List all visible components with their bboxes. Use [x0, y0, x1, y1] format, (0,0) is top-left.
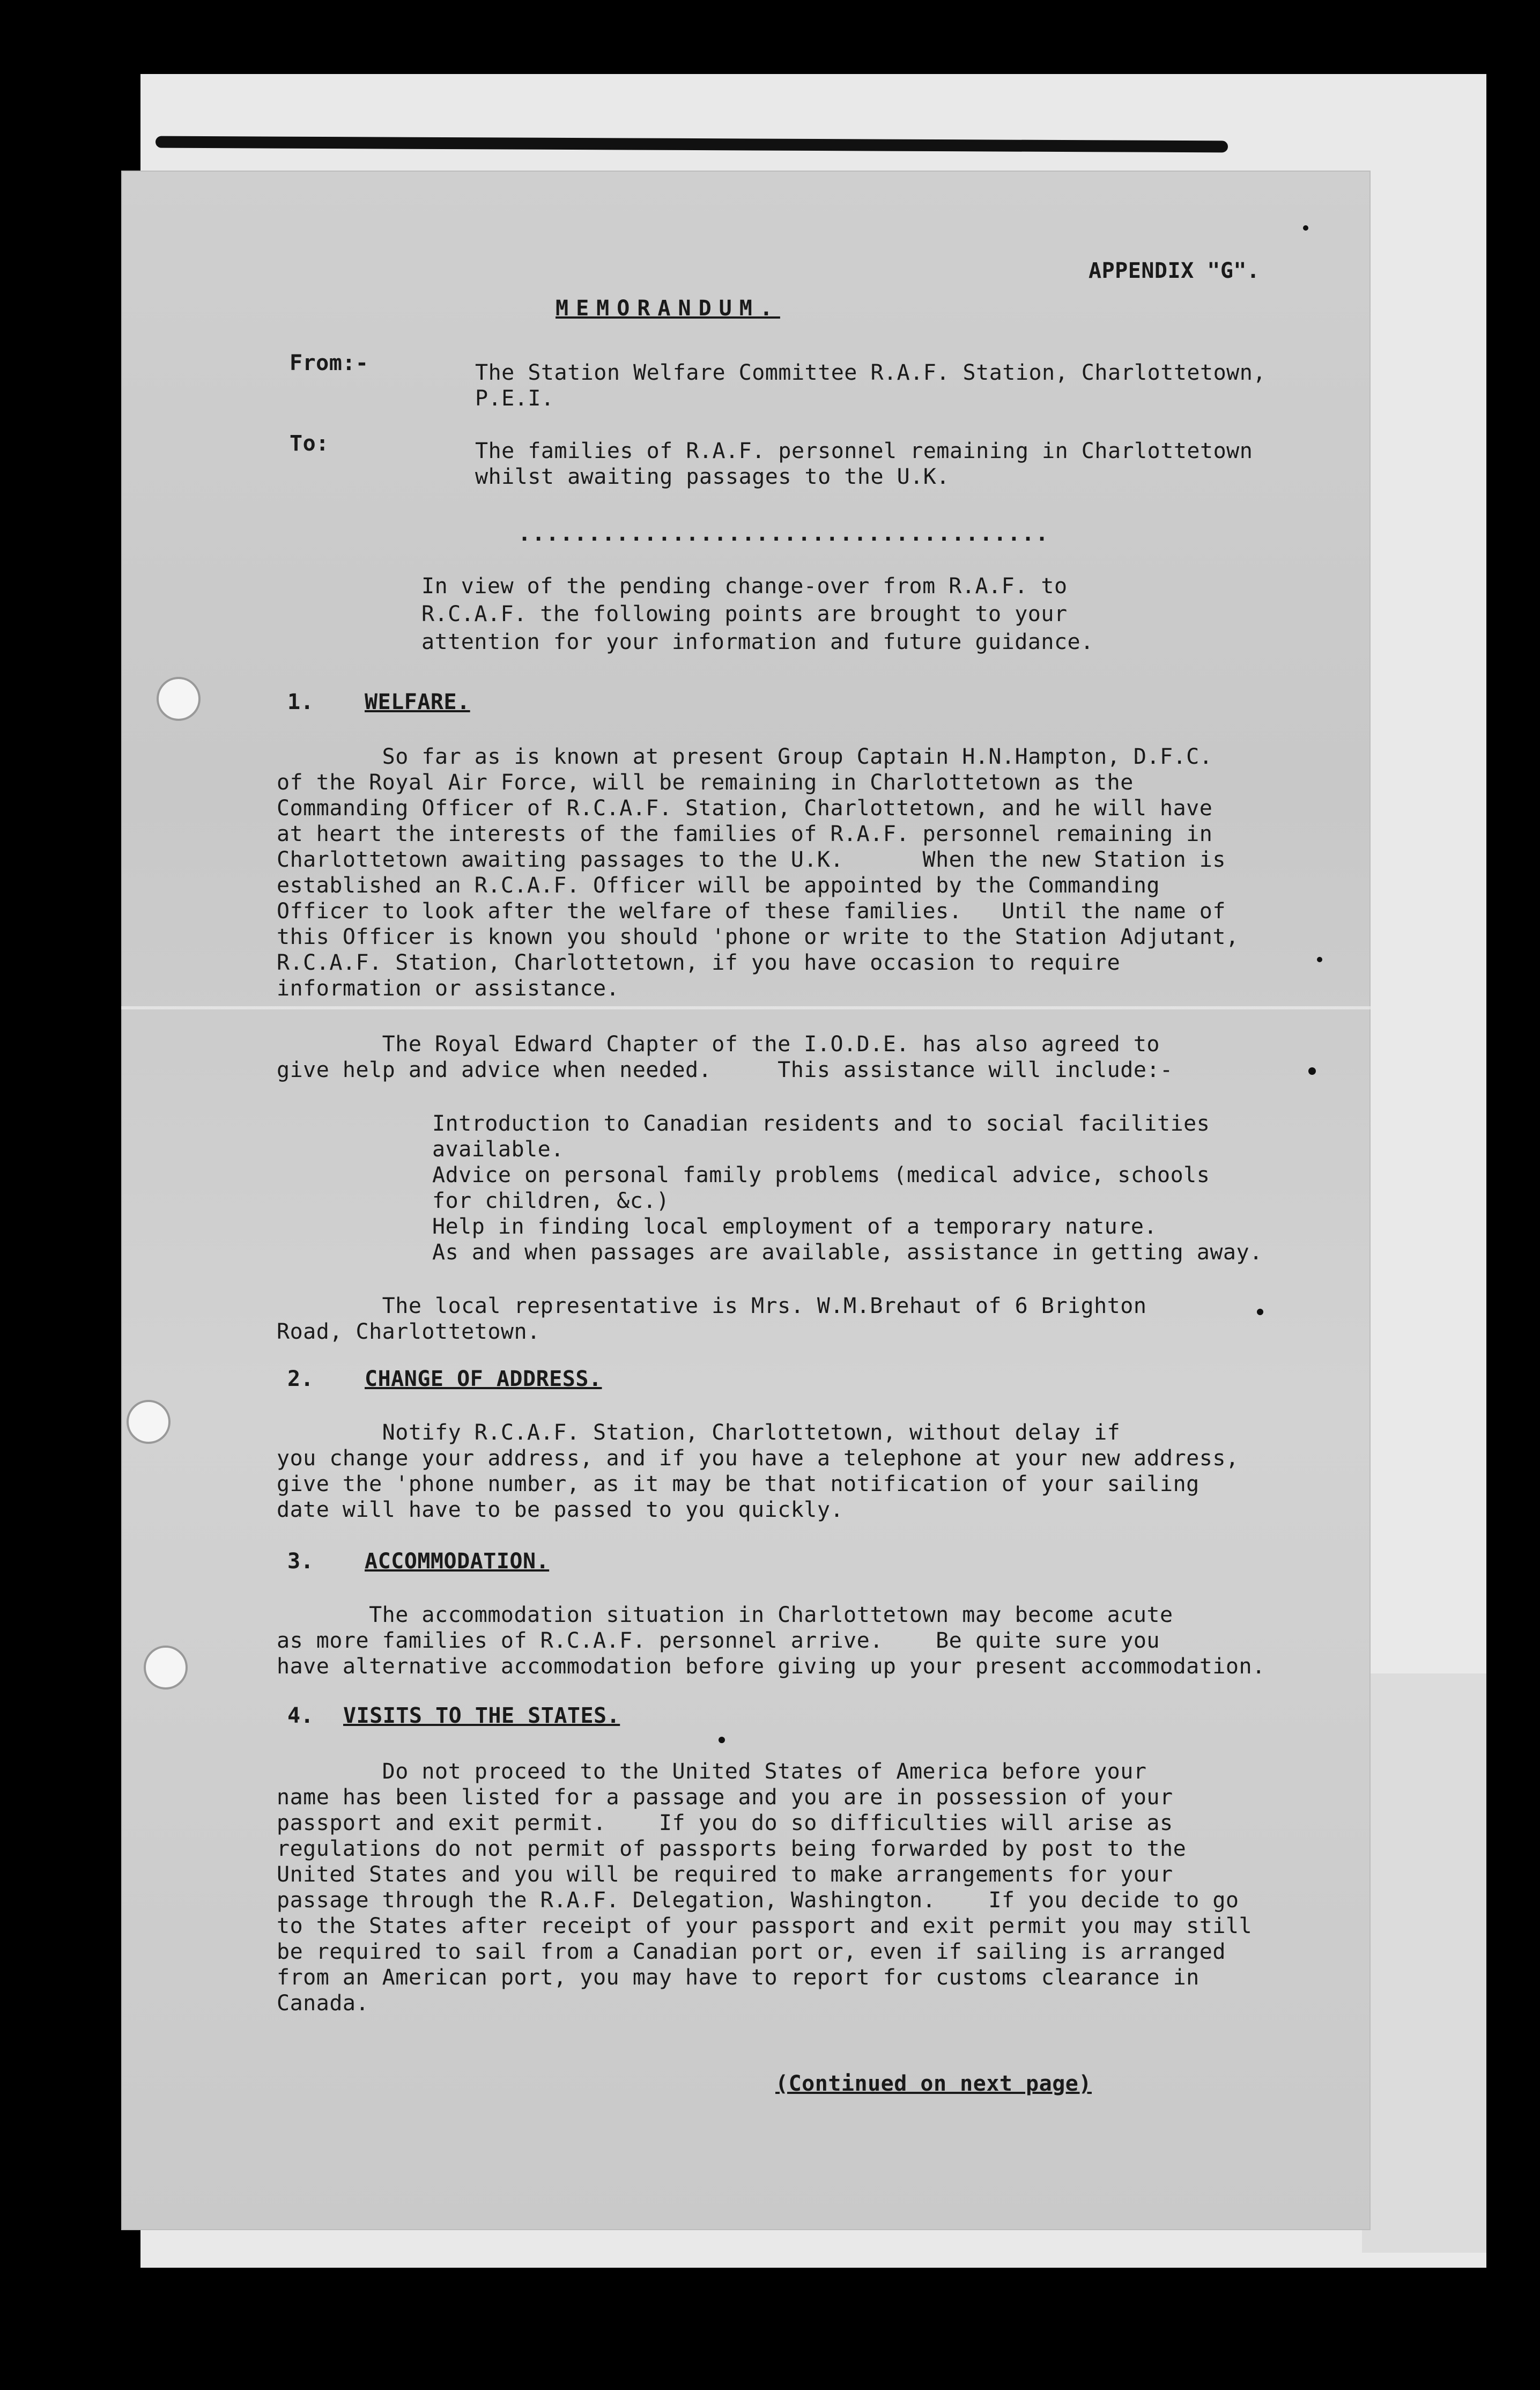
section-1-p1-line: Commanding Officer of R.C.A.F. Station, Charlottetown, and he will have	[277, 796, 1213, 821]
section-1-number: 1.	[287, 690, 314, 714]
section-1-p1-line: Charlottetown awaiting passages to the U.K. When the new Station is	[277, 847, 1226, 872]
memo-title: MEMORANDUM.	[556, 296, 780, 321]
section-1-closing-line: Road, Charlottetown.	[277, 1319, 541, 1344]
to-line-1: The families of R.A.F. personnel remaining in Charlottetown	[475, 439, 1253, 463]
section-2-line: Notify R.C.A.F. Station, Charlottetown, without delay if	[277, 1420, 1121, 1445]
appendix-label: APPENDIX "G".	[1089, 259, 1260, 283]
section-1-list-line: for children, &c.)	[432, 1189, 670, 1213]
section-3-line: as more families of R.C.A.F. personnel arrive. Be quite sure you	[277, 1628, 1160, 1653]
section-1-p2-line: give help and advice when needed. This assistance will include:-	[277, 1058, 1173, 1082]
section-4-line: from an American port, you may have to report for customs clearance in	[277, 1965, 1200, 1990]
section-4-line: passport and exit permit. If you do so difficulties will arise as	[277, 1811, 1173, 1835]
section-1-heading: WELFARE.	[365, 690, 470, 714]
fold-crease	[121, 1006, 1371, 1009]
section-2-line: date will have to be passed to you quickly.	[277, 1498, 844, 1522]
from-line-2: P.E.I.	[475, 386, 554, 411]
section-4-line: Do not proceed to the United States of America before your	[277, 1759, 1147, 1784]
section-2-line: give the 'phone number, as it may be that notification of your sailing	[277, 1472, 1200, 1496]
from-label: From:-	[290, 351, 369, 375]
intro-line-3: attention for your information and future guidance.	[421, 630, 1094, 654]
section-1-p1-line: of the Royal Air Force, will be remaining in Charlottetown as the	[277, 770, 1134, 795]
separator: ......................................	[518, 521, 1050, 546]
section-3-number: 3.	[287, 1549, 314, 1574]
from-line-1: The Station Welfare Committee R.A.F. Station, Charlottetown,	[475, 360, 1266, 385]
to-line-2: whilst awaiting passages to the U.K.	[475, 464, 950, 489]
ink-speck	[1303, 225, 1308, 231]
section-1-p1-line: Officer to look after the welfare of these families. Until the name of	[277, 899, 1226, 924]
section-4-line: United States and you will be required to make arrangements for your	[277, 1862, 1173, 1887]
section-1-list-line: Help in finding local employment of a temporary nature.	[432, 1214, 1158, 1239]
punch-hole-top	[157, 677, 201, 721]
section-2-heading: CHANGE OF ADDRESS.	[365, 1367, 602, 1391]
section-1-p1-line: this Officer is known you should 'phone or write to the Station Adjutant,	[277, 925, 1239, 949]
section-1-list-line: Advice on personal family problems (medical advice, schools	[432, 1163, 1210, 1187]
punch-hole-middle	[127, 1400, 171, 1444]
section-1-list-line: available.	[432, 1137, 564, 1162]
section-1-p1-line: at heart the interests of the families of R.A.F. personnel remaining in	[277, 822, 1213, 846]
section-4-line: Canada.	[277, 1991, 369, 2016]
section-2-line: you change your address, and if you have a telephone at your new address,	[277, 1446, 1239, 1471]
section-1-list-line: Introduction to Canadian residents and to social facilities	[432, 1111, 1210, 1136]
section-4-line: name has been listed for a passage and you are in possession of your	[277, 1785, 1173, 1810]
ink-speck	[1257, 1309, 1263, 1315]
section-1-p1-line: information or assistance.	[277, 976, 620, 1001]
section-4-line: passage through the R.A.F. Delegation, Washington. If you decide to go	[277, 1888, 1239, 1913]
continued-note: (Continued on next page)	[775, 2071, 1092, 2096]
intro-line-1: In view of the pending change-over from R.A.F. to	[421, 574, 1068, 599]
backing-sheet-edge	[1362, 1673, 1486, 2253]
section-1-p1-line: established an R.C.A.F. Officer will be appointed by the Commanding	[277, 873, 1160, 898]
section-4-line: be required to sail from a Canadian port or, even if sailing is arranged	[277, 1939, 1226, 1964]
ink-speck	[1317, 957, 1322, 962]
section-3-line: have alternative accommodation before giving up your present accommodation.	[277, 1654, 1265, 1679]
ink-speck	[1308, 1067, 1316, 1075]
section-1-p1-line: R.C.A.F. Station, Charlottetown, if you have occasion to require	[277, 950, 1121, 975]
section-4-number: 4.	[287, 1703, 314, 1728]
to-label: To:	[290, 431, 329, 456]
ink-speck	[719, 1737, 725, 1743]
punch-hole-bottom	[144, 1646, 188, 1690]
section-4-line: to the States after receipt of your passport and exit permit you may still	[277, 1914, 1253, 1938]
intro-line-2: R.C.A.F. the following points are brought to your	[421, 602, 1068, 626]
section-4-heading: VISITS TO THE STATES.	[343, 1703, 620, 1728]
section-1-p2-line: The Royal Edward Chapter of the I.O.D.E. has also agreed to	[277, 1032, 1160, 1057]
section-3-line: The accommodation situation in Charlottetown may become acute	[277, 1603, 1173, 1627]
section-4-line: regulations do not permit of passports being forwarded by post to the	[277, 1836, 1187, 1861]
section-1-p1-line: So far as is known at present Group Captain H.N.Hampton, D.F.C.	[277, 744, 1213, 769]
section-2-number: 2.	[287, 1367, 314, 1391]
section-3-heading: ACCOMMODATION.	[365, 1549, 550, 1574]
section-1-closing-line: The local representative is Mrs. W.M.Brehaut of 6 Brighton	[277, 1294, 1147, 1318]
section-1-list-line: As and when passages are available, assistance in getting away.	[432, 1240, 1263, 1265]
